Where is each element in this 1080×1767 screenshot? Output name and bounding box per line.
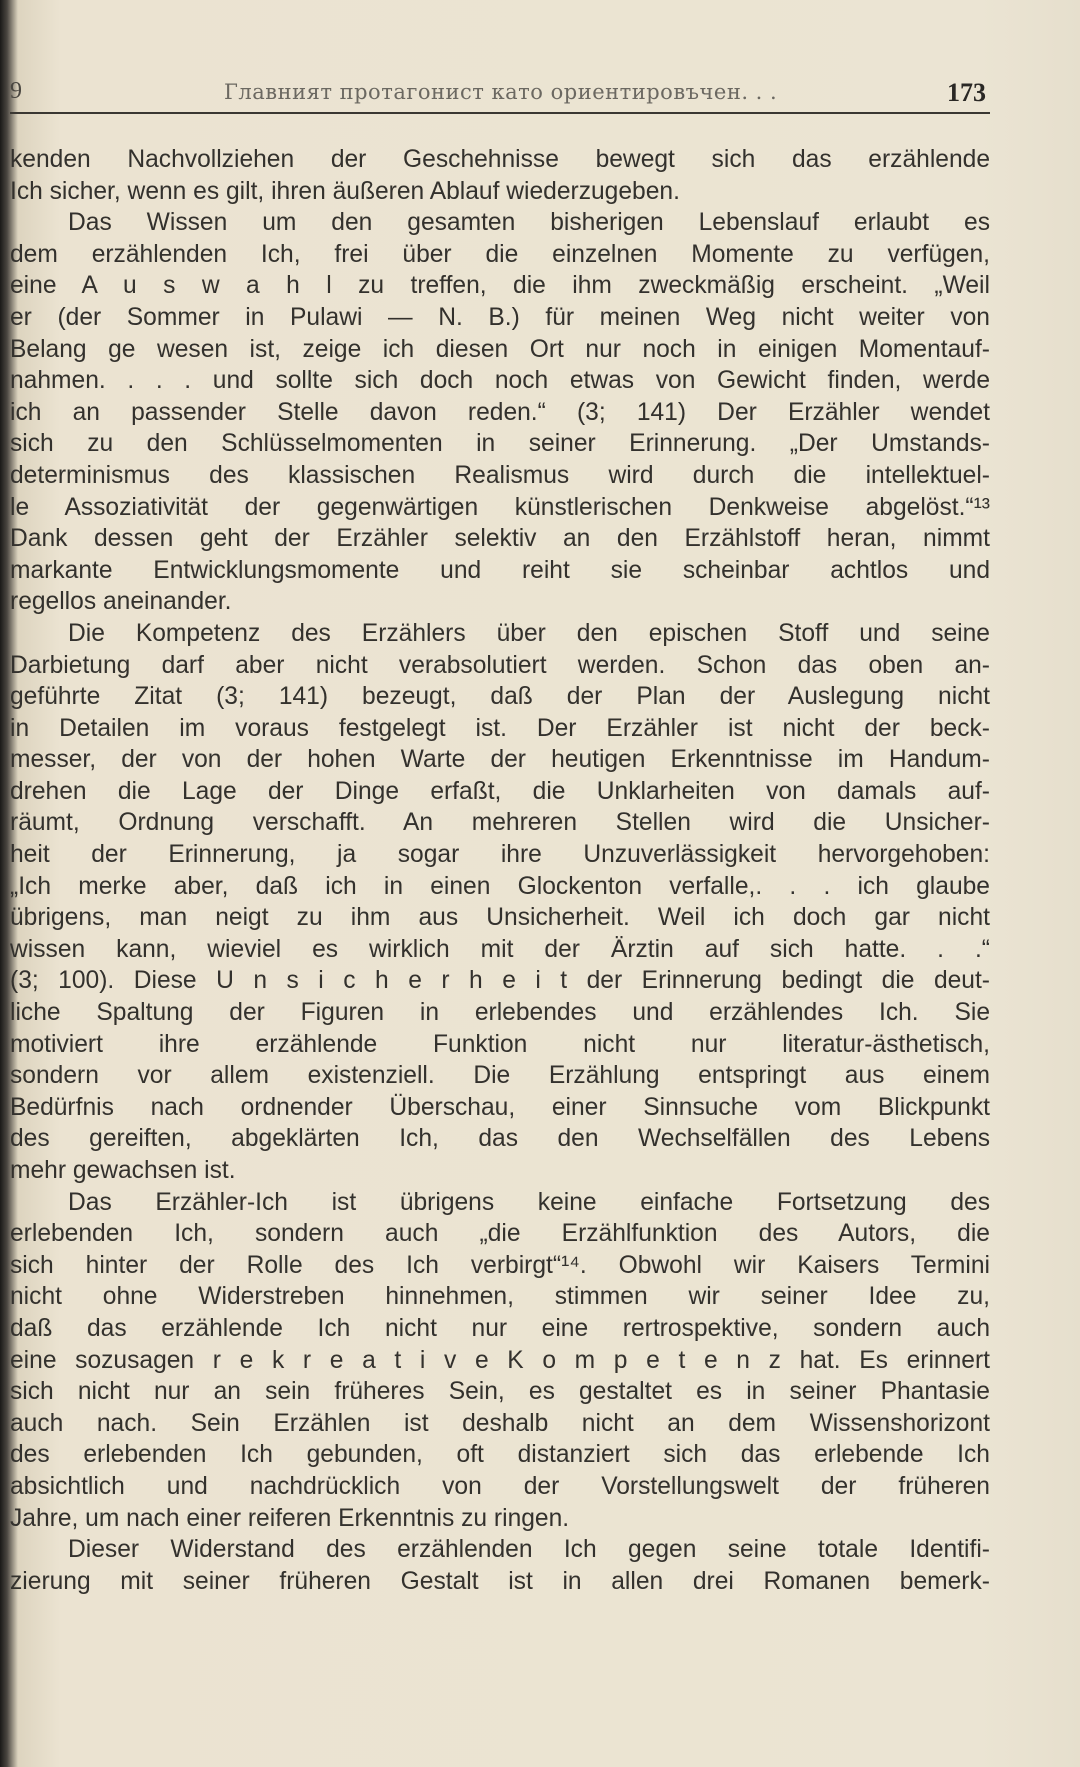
text-line: sich nicht nur an sein früheres Sein, es gestaltet es in seiner Phantasie xyxy=(10,1378,990,1406)
text-line: dem erzählenden Ich, frei über die einzelnen Momente zu verfügen, xyxy=(10,240,990,268)
text-line: le Assoziativität der gegenwärtigen künstlerischen Denkweise abgelöst.“¹³ xyxy=(10,493,990,521)
paragraph-start-line: Dieser Widerstand des erzählenden Ich gegen seine totale Identifi- xyxy=(68,1536,990,1564)
folio-fragment: 9 xyxy=(10,78,22,104)
text-line: er (der Sommer in Pulawi — N. B.) für meinen Weg nicht weiter von xyxy=(10,303,990,331)
text-line: übrigens, man neigt zu ihm aus Unsicherheit. Weil ich doch gar nicht xyxy=(10,904,990,932)
text-line: regellos aneinander. xyxy=(10,588,232,616)
text-line: determinismus des klassischen Realismus wird durch die intellektuel- xyxy=(10,461,990,489)
text-line: sich hinter der Rolle des Ich verbirgt“¹⁴. Obwohl wir Kaisers Termini xyxy=(10,1251,990,1279)
text-line: daß das erzählende Ich nicht nur eine rertrospektive, sondern auch xyxy=(10,1314,990,1342)
text-line: (3; 100). Diese U n s i c h e r h e i t der Erinnerung bedingt die deut- xyxy=(10,967,990,995)
text-line: zierung mit seiner früheren Gestalt ist in allen drei Romanen bemerk- xyxy=(10,1567,990,1595)
text-line: ich an passender Stelle davon reden.“ (3; 141) Der Erzähler wendet xyxy=(10,398,990,426)
text-line: messer, der von der hohen Warte der heutigen Erkenntnisse im Handum- xyxy=(10,746,990,774)
text-line: auch nach. Sein Erzählen ist deshalb nicht an dem Wissenshorizont xyxy=(10,1409,990,1437)
text-line: des erlebenden Ich gebunden, oft distanziert sich das erlebende Ich xyxy=(10,1441,990,1469)
text-line: sich zu den Schlüsselmomenten in seiner Erinnerung. „Der Umstands- xyxy=(10,430,990,458)
text-line: geführte Zitat (3; 141) bezeugt, daß der Plan der Auslegung nicht xyxy=(10,683,990,711)
text-line: motiviert ihre erzählende Funktion nicht nur literatur-ästhetisch, xyxy=(10,1030,990,1058)
text-line: kenden Nachvollziehen der Geschehnisse bewegt sich das erzählende xyxy=(10,146,990,173)
text-line: in Detailen im voraus festgelegt ist. Der Erzähler ist nicht der beck- xyxy=(10,714,990,742)
text-line: erlebenden Ich, sondern auch „die Erzählfunktion des Autors, die xyxy=(10,1220,990,1248)
text-line: drehen die Lage der Dinge erfaßt, die Unklarheiten von damals auf- xyxy=(10,777,990,805)
paragraph-start-line: Das Erzähler-Ich ist übrigens keine einfache Fortsetzung des xyxy=(68,1188,990,1216)
text-line: absichtlich und nachdrücklich von der Vorstellungswelt der früheren xyxy=(10,1472,990,1500)
text-line: eine sozusagen r e k r e a t i v e K o m p e t e n z hat. Es erinnert xyxy=(10,1346,990,1374)
text-line: Belang ge wesen ist, zeige ich diesen Ort nur noch in einigen Momentauf- xyxy=(10,335,990,363)
text-line: Jahre, um nach einer reiferen Erkenntnis zu ringen. xyxy=(10,1504,570,1532)
text-line: heit der Erinnerung, ja sogar ihre Unzuverlässigkeit hervorgehoben: xyxy=(10,841,990,869)
text-line: wissen kann, wieviel es wirklich mit der Ärztin auf sich hatte. . .“ xyxy=(10,935,990,963)
text-line: Bedürfnis nach ordnender Überschau, einer Sinnsuche vom Blickpunkt xyxy=(10,1093,990,1121)
text-line: sondern vor allem existenziell. Die Erzählung entspringt aus einem xyxy=(10,1062,990,1090)
page-number: 173 xyxy=(947,78,986,107)
text-line: Darbietung darf aber nicht verabsolutiert werden. Schon das oben an- xyxy=(10,651,990,679)
text-line: des gereiften, abgeklärten Ich, das den Wechselfällen des Lebens xyxy=(10,1125,990,1153)
text-line: nicht ohne Widerstreben hinnehmen, stimmen wir seiner Idee zu, xyxy=(10,1283,990,1311)
text-line: räumt, Ordnung verschafft. An mehreren Stellen wird die Unsicher- xyxy=(10,809,990,837)
text-line: Dank dessen geht der Erzähler selektiv an den Erzählstoff heran, nimmt xyxy=(10,525,990,553)
text-line: mehr gewachsen ist. xyxy=(10,1157,236,1184)
paragraph-start-line: Die Kompetenz des Erzählers über den epischen Stoff und seine xyxy=(68,619,990,647)
text-line: nahmen. . . . und sollte sich doch noch etwas von Gewicht finden, werde xyxy=(10,367,990,395)
text-line: Ich sicher, wenn es gilt, ihren äußeren Ablauf wiederzugeben. xyxy=(10,177,680,205)
body-text xyxy=(10,144,990,1597)
paragraph-start-line: Das Wissen um den gesamten bisherigen Lebenslauf erlaubt es xyxy=(68,209,990,237)
text-line: liche Spaltung der Figuren in erlebendes und erzählendes Ich. Sie xyxy=(10,999,990,1027)
running-title: Главният протагонист като ориентировъчен. . . xyxy=(224,80,778,104)
text-line: „Ich merke aber, daß ich in einen Glockenton verfalle,. . . ich glaube xyxy=(10,872,990,900)
text-line: eine A u s w a h l zu treffen, die ihm zweckmäßig erscheint. „Weil xyxy=(10,272,990,300)
running-header xyxy=(10,78,990,114)
text-line: markante Entwicklungsmomente und reiht sie scheinbar achtlos und xyxy=(10,556,990,584)
